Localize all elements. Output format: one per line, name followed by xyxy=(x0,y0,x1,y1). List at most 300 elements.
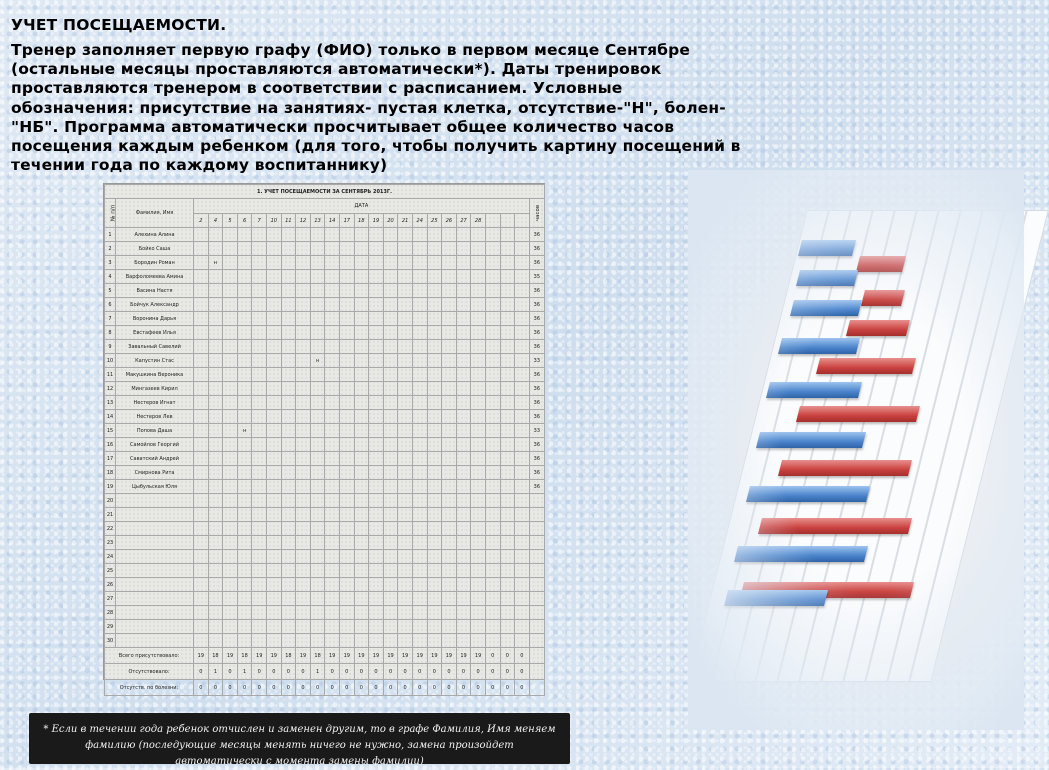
attendance-cell[interactable] xyxy=(398,326,413,340)
attendance-cell[interactable] xyxy=(252,578,267,592)
attendance-cell[interactable] xyxy=(485,396,500,410)
attendance-cell[interactable] xyxy=(412,564,427,578)
attendance-cell[interactable] xyxy=(383,452,398,466)
student-name[interactable] xyxy=(116,550,194,564)
attendance-cell[interactable] xyxy=(237,564,252,578)
attendance-cell[interactable] xyxy=(471,424,486,438)
attendance-cell[interactable] xyxy=(471,340,486,354)
attendance-cell[interactable] xyxy=(325,536,340,550)
attendance-cell[interactable] xyxy=(383,256,398,270)
attendance-cell[interactable] xyxy=(442,284,457,298)
attendance-cell[interactable] xyxy=(310,620,325,634)
attendance-cell[interactable] xyxy=(296,242,311,256)
attendance-cell[interactable] xyxy=(412,494,427,508)
attendance-cell[interactable] xyxy=(471,410,486,424)
attendance-cell[interactable] xyxy=(354,368,369,382)
attendance-cell[interactable] xyxy=(194,298,209,312)
attendance-cell[interactable] xyxy=(194,382,209,396)
attendance-cell[interactable] xyxy=(427,606,442,620)
attendance-cell[interactable] xyxy=(398,256,413,270)
attendance-cell[interactable] xyxy=(471,242,486,256)
attendance-cell[interactable] xyxy=(325,354,340,368)
attendance-cell[interactable] xyxy=(194,634,209,648)
attendance-cell[interactable] xyxy=(412,620,427,634)
attendance-cell[interactable] xyxy=(412,480,427,494)
attendance-cell[interactable] xyxy=(398,424,413,438)
attendance-cell[interactable] xyxy=(281,452,296,466)
attendance-cell[interactable] xyxy=(442,494,457,508)
attendance-cell[interactable] xyxy=(194,326,209,340)
attendance-cell[interactable] xyxy=(383,298,398,312)
student-name[interactable] xyxy=(116,508,194,522)
attendance-cell[interactable] xyxy=(267,242,282,256)
attendance-cell[interactable] xyxy=(325,522,340,536)
attendance-cell[interactable] xyxy=(471,606,486,620)
attendance-cell[interactable] xyxy=(281,396,296,410)
attendance-cell[interactable] xyxy=(471,536,486,550)
attendance-cell[interactable] xyxy=(223,620,238,634)
attendance-cell[interactable] xyxy=(442,270,457,284)
attendance-cell[interactable] xyxy=(369,508,384,522)
attendance-cell[interactable] xyxy=(485,340,500,354)
attendance-cell[interactable] xyxy=(515,452,530,466)
attendance-cell[interactable] xyxy=(325,620,340,634)
attendance-cell[interactable] xyxy=(515,494,530,508)
attendance-cell[interactable] xyxy=(354,340,369,354)
attendance-cell[interactable] xyxy=(237,550,252,564)
attendance-cell[interactable] xyxy=(398,438,413,452)
attendance-cell[interactable] xyxy=(354,284,369,298)
attendance-cell[interactable] xyxy=(383,424,398,438)
attendance-cell[interactable] xyxy=(369,228,384,242)
attendance-cell[interactable] xyxy=(485,298,500,312)
attendance-cell[interactable] xyxy=(427,564,442,578)
attendance-cell[interactable] xyxy=(471,270,486,284)
student-name[interactable]: Попова Даша xyxy=(116,424,194,438)
attendance-cell[interactable] xyxy=(310,634,325,648)
attendance-cell[interactable] xyxy=(223,270,238,284)
attendance-cell[interactable] xyxy=(442,382,457,396)
attendance-cell[interactable] xyxy=(296,578,311,592)
attendance-cell[interactable] xyxy=(383,340,398,354)
attendance-cell[interactable] xyxy=(456,242,471,256)
attendance-cell[interactable] xyxy=(325,340,340,354)
attendance-cell[interactable] xyxy=(223,494,238,508)
attendance-cell[interactable] xyxy=(383,368,398,382)
attendance-cell[interactable] xyxy=(296,494,311,508)
attendance-cell[interactable] xyxy=(427,508,442,522)
attendance-cell[interactable] xyxy=(281,242,296,256)
attendance-cell[interactable] xyxy=(427,284,442,298)
attendance-cell[interactable] xyxy=(442,368,457,382)
attendance-cell[interactable] xyxy=(339,480,354,494)
attendance-cell[interactable] xyxy=(456,480,471,494)
attendance-cell[interactable] xyxy=(500,578,515,592)
attendance-cell[interactable] xyxy=(515,620,530,634)
attendance-cell[interactable] xyxy=(281,550,296,564)
attendance-cell[interactable] xyxy=(485,452,500,466)
attendance-cell[interactable] xyxy=(427,312,442,326)
attendance-cell[interactable] xyxy=(442,634,457,648)
attendance-cell[interactable] xyxy=(252,536,267,550)
attendance-cell[interactable] xyxy=(427,536,442,550)
attendance-cell[interactable] xyxy=(383,536,398,550)
attendance-cell[interactable] xyxy=(354,354,369,368)
attendance-cell[interactable] xyxy=(369,466,384,480)
attendance-cell[interactable] xyxy=(500,354,515,368)
attendance-cell[interactable] xyxy=(354,452,369,466)
attendance-cell[interactable] xyxy=(369,592,384,606)
attendance-cell[interactable] xyxy=(412,438,427,452)
attendance-cell[interactable] xyxy=(310,536,325,550)
attendance-cell[interactable] xyxy=(267,508,282,522)
attendance-cell[interactable] xyxy=(456,396,471,410)
attendance-cell[interactable] xyxy=(194,424,209,438)
attendance-cell[interactable] xyxy=(281,634,296,648)
attendance-cell[interactable] xyxy=(296,354,311,368)
attendance-cell[interactable] xyxy=(267,494,282,508)
attendance-cell[interactable] xyxy=(310,410,325,424)
attendance-cell[interactable] xyxy=(456,578,471,592)
attendance-cell[interactable] xyxy=(223,522,238,536)
attendance-cell[interactable] xyxy=(339,424,354,438)
attendance-cell[interactable] xyxy=(296,550,311,564)
attendance-cell[interactable] xyxy=(267,382,282,396)
attendance-cell[interactable] xyxy=(267,256,282,270)
attendance-cell[interactable] xyxy=(208,634,223,648)
attendance-cell[interactable] xyxy=(252,620,267,634)
attendance-cell[interactable] xyxy=(281,536,296,550)
attendance-cell[interactable] xyxy=(223,424,238,438)
student-name[interactable]: Нестеров Лев xyxy=(116,410,194,424)
attendance-cell[interactable] xyxy=(442,620,457,634)
student-name[interactable] xyxy=(116,536,194,550)
attendance-cell[interactable] xyxy=(369,578,384,592)
attendance-cell[interactable] xyxy=(267,620,282,634)
attendance-cell[interactable] xyxy=(281,228,296,242)
attendance-cell[interactable] xyxy=(412,536,427,550)
attendance-cell[interactable] xyxy=(485,354,500,368)
attendance-cell[interactable] xyxy=(281,606,296,620)
attendance-cell[interactable] xyxy=(442,410,457,424)
attendance-cell[interactable] xyxy=(456,312,471,326)
attendance-cell[interactable] xyxy=(354,410,369,424)
attendance-cell[interactable] xyxy=(223,326,238,340)
attendance-cell[interactable] xyxy=(237,326,252,340)
attendance-cell[interactable] xyxy=(354,242,369,256)
attendance-cell[interactable] xyxy=(471,508,486,522)
attendance-cell[interactable] xyxy=(383,606,398,620)
attendance-cell[interactable] xyxy=(383,634,398,648)
attendance-cell[interactable] xyxy=(194,564,209,578)
attendance-cell[interactable] xyxy=(383,354,398,368)
attendance-cell[interactable] xyxy=(267,564,282,578)
attendance-cell[interactable] xyxy=(500,396,515,410)
attendance-cell[interactable] xyxy=(427,592,442,606)
attendance-cell[interactable] xyxy=(427,340,442,354)
attendance-cell[interactable] xyxy=(325,592,340,606)
attendance-cell[interactable] xyxy=(412,410,427,424)
attendance-cell[interactable] xyxy=(310,508,325,522)
attendance-cell[interactable] xyxy=(485,424,500,438)
attendance-cell[interactable] xyxy=(471,550,486,564)
attendance-cell[interactable] xyxy=(427,354,442,368)
attendance-cell[interactable] xyxy=(310,270,325,284)
attendance-cell[interactable] xyxy=(456,564,471,578)
attendance-cell[interactable] xyxy=(412,228,427,242)
attendance-cell[interactable] xyxy=(237,592,252,606)
attendance-cell[interactable] xyxy=(442,536,457,550)
attendance-cell[interactable] xyxy=(500,228,515,242)
attendance-cell[interactable] xyxy=(442,242,457,256)
attendance-cell[interactable] xyxy=(515,270,530,284)
attendance-cell[interactable] xyxy=(208,270,223,284)
attendance-cell[interactable] xyxy=(281,382,296,396)
attendance-cell[interactable] xyxy=(281,424,296,438)
attendance-cell[interactable] xyxy=(281,564,296,578)
attendance-cell[interactable] xyxy=(369,284,384,298)
attendance-cell[interactable] xyxy=(339,536,354,550)
attendance-cell[interactable] xyxy=(427,424,442,438)
attendance-cell[interactable] xyxy=(456,592,471,606)
attendance-cell[interactable] xyxy=(485,550,500,564)
attendance-cell[interactable] xyxy=(442,438,457,452)
attendance-cell[interactable] xyxy=(223,312,238,326)
attendance-cell[interactable] xyxy=(427,410,442,424)
attendance-cell[interactable] xyxy=(515,284,530,298)
attendance-cell[interactable] xyxy=(325,326,340,340)
attendance-cell[interactable] xyxy=(369,424,384,438)
attendance-cell[interactable] xyxy=(456,494,471,508)
attendance-cell[interactable] xyxy=(471,368,486,382)
attendance-cell[interactable] xyxy=(442,228,457,242)
attendance-cell[interactable] xyxy=(354,382,369,396)
attendance-cell[interactable] xyxy=(398,536,413,550)
attendance-cell[interactable] xyxy=(456,298,471,312)
attendance-cell[interactable] xyxy=(515,564,530,578)
attendance-cell[interactable] xyxy=(471,634,486,648)
attendance-cell[interactable] xyxy=(267,298,282,312)
attendance-cell[interactable] xyxy=(427,578,442,592)
attendance-cell[interactable] xyxy=(208,354,223,368)
attendance-cell[interactable] xyxy=(485,578,500,592)
attendance-cell[interactable]: н xyxy=(310,354,325,368)
attendance-cell[interactable] xyxy=(471,298,486,312)
attendance-cell[interactable] xyxy=(237,466,252,480)
attendance-cell[interactable] xyxy=(398,396,413,410)
attendance-cell[interactable] xyxy=(515,340,530,354)
student-name[interactable]: Варфоломеева Амина xyxy=(116,270,194,284)
attendance-cell[interactable] xyxy=(500,522,515,536)
attendance-cell[interactable] xyxy=(354,564,369,578)
attendance-cell[interactable] xyxy=(456,256,471,270)
attendance-cell[interactable] xyxy=(471,256,486,270)
attendance-cell[interactable] xyxy=(500,592,515,606)
attendance-cell[interactable] xyxy=(456,410,471,424)
attendance-cell[interactable] xyxy=(208,452,223,466)
attendance-cell[interactable] xyxy=(383,480,398,494)
student-name[interactable]: Бойко Саша xyxy=(116,242,194,256)
attendance-cell[interactable] xyxy=(325,410,340,424)
attendance-cell[interactable] xyxy=(281,340,296,354)
attendance-cell[interactable] xyxy=(296,606,311,620)
attendance-cell[interactable] xyxy=(442,312,457,326)
attendance-cell[interactable] xyxy=(296,326,311,340)
attendance-cell[interactable] xyxy=(223,480,238,494)
attendance-cell[interactable] xyxy=(325,368,340,382)
attendance-cell[interactable] xyxy=(310,340,325,354)
attendance-cell[interactable] xyxy=(354,424,369,438)
attendance-cell[interactable] xyxy=(500,480,515,494)
attendance-cell[interactable] xyxy=(252,466,267,480)
attendance-cell[interactable] xyxy=(252,270,267,284)
attendance-cell[interactable] xyxy=(369,340,384,354)
attendance-cell[interactable] xyxy=(237,438,252,452)
attendance-cell[interactable] xyxy=(267,424,282,438)
attendance-cell[interactable] xyxy=(252,382,267,396)
attendance-cell[interactable] xyxy=(500,452,515,466)
attendance-cell[interactable] xyxy=(412,578,427,592)
attendance-cell[interactable] xyxy=(412,634,427,648)
attendance-cell[interactable] xyxy=(296,564,311,578)
attendance-cell[interactable] xyxy=(427,494,442,508)
attendance-cell[interactable] xyxy=(500,242,515,256)
attendance-cell[interactable] xyxy=(485,564,500,578)
attendance-cell[interactable] xyxy=(442,564,457,578)
attendance-cell[interactable] xyxy=(515,354,530,368)
attendance-cell[interactable] xyxy=(252,564,267,578)
attendance-cell[interactable] xyxy=(281,368,296,382)
attendance-cell[interactable] xyxy=(456,606,471,620)
attendance-cell[interactable] xyxy=(194,480,209,494)
attendance-cell[interactable] xyxy=(267,340,282,354)
attendance-cell[interactable] xyxy=(369,522,384,536)
attendance-cell[interactable] xyxy=(325,424,340,438)
student-name[interactable]: Завальный Савелий xyxy=(116,340,194,354)
attendance-cell[interactable]: н xyxy=(208,256,223,270)
attendance-cell[interactable] xyxy=(223,256,238,270)
attendance-cell[interactable] xyxy=(500,564,515,578)
attendance-cell[interactable] xyxy=(383,494,398,508)
attendance-cell[interactable] xyxy=(427,270,442,284)
attendance-cell[interactable] xyxy=(456,522,471,536)
attendance-cell[interactable] xyxy=(310,368,325,382)
attendance-cell[interactable] xyxy=(500,466,515,480)
attendance-cell[interactable] xyxy=(281,494,296,508)
attendance-cell[interactable] xyxy=(339,592,354,606)
attendance-cell[interactable] xyxy=(252,550,267,564)
attendance-cell[interactable] xyxy=(500,368,515,382)
attendance-cell[interactable] xyxy=(471,592,486,606)
attendance-cell[interactable] xyxy=(281,578,296,592)
attendance-cell[interactable] xyxy=(369,564,384,578)
attendance-cell[interactable] xyxy=(339,438,354,452)
attendance-cell[interactable] xyxy=(281,354,296,368)
attendance-cell[interactable] xyxy=(325,564,340,578)
attendance-cell[interactable] xyxy=(442,452,457,466)
attendance-cell[interactable] xyxy=(208,550,223,564)
attendance-cell[interactable] xyxy=(427,326,442,340)
attendance-cell[interactable] xyxy=(339,326,354,340)
attendance-cell[interactable] xyxy=(325,508,340,522)
attendance-cell[interactable] xyxy=(194,396,209,410)
attendance-cell[interactable] xyxy=(237,368,252,382)
attendance-cell[interactable] xyxy=(267,270,282,284)
attendance-cell[interactable] xyxy=(456,508,471,522)
attendance-cell[interactable] xyxy=(442,466,457,480)
attendance-cell[interactable] xyxy=(281,466,296,480)
attendance-cell[interactable] xyxy=(237,354,252,368)
attendance-cell[interactable] xyxy=(456,634,471,648)
attendance-cell[interactable] xyxy=(427,438,442,452)
attendance-cell[interactable] xyxy=(267,550,282,564)
attendance-cell[interactable] xyxy=(412,508,427,522)
attendance-cell[interactable] xyxy=(383,438,398,452)
attendance-cell[interactable] xyxy=(296,466,311,480)
attendance-cell[interactable] xyxy=(267,634,282,648)
attendance-cell[interactable] xyxy=(456,368,471,382)
attendance-cell[interactable] xyxy=(456,284,471,298)
attendance-cell[interactable] xyxy=(339,508,354,522)
attendance-cell[interactable] xyxy=(325,256,340,270)
attendance-cell[interactable] xyxy=(296,396,311,410)
attendance-cell[interactable] xyxy=(485,592,500,606)
attendance-cell[interactable] xyxy=(194,228,209,242)
attendance-cell[interactable] xyxy=(427,396,442,410)
attendance-cell[interactable] xyxy=(412,368,427,382)
attendance-cell[interactable] xyxy=(515,312,530,326)
attendance-cell[interactable] xyxy=(208,410,223,424)
attendance-cell[interactable] xyxy=(383,382,398,396)
attendance-cell[interactable] xyxy=(267,592,282,606)
attendance-cell[interactable] xyxy=(310,242,325,256)
attendance-cell[interactable] xyxy=(383,410,398,424)
attendance-cell[interactable] xyxy=(252,634,267,648)
attendance-cell[interactable] xyxy=(471,564,486,578)
attendance-cell[interactable] xyxy=(325,270,340,284)
attendance-cell[interactable] xyxy=(369,312,384,326)
attendance-cell[interactable] xyxy=(237,410,252,424)
attendance-cell[interactable] xyxy=(398,550,413,564)
attendance-cell[interactable] xyxy=(471,466,486,480)
attendance-cell[interactable] xyxy=(208,298,223,312)
attendance-cell[interactable] xyxy=(223,410,238,424)
attendance-cell[interactable] xyxy=(252,284,267,298)
attendance-cell[interactable] xyxy=(427,522,442,536)
attendance-cell[interactable] xyxy=(515,550,530,564)
attendance-cell[interactable] xyxy=(354,550,369,564)
attendance-cell[interactable] xyxy=(515,592,530,606)
attendance-cell[interactable] xyxy=(296,536,311,550)
attendance-cell[interactable] xyxy=(369,270,384,284)
attendance-cell[interactable] xyxy=(339,550,354,564)
attendance-cell[interactable] xyxy=(500,606,515,620)
attendance-cell[interactable] xyxy=(237,382,252,396)
attendance-cell[interactable] xyxy=(515,368,530,382)
attendance-cell[interactable] xyxy=(267,438,282,452)
attendance-cell[interactable] xyxy=(471,480,486,494)
attendance-cell[interactable] xyxy=(398,298,413,312)
attendance-cell[interactable] xyxy=(194,508,209,522)
attendance-cell[interactable] xyxy=(310,298,325,312)
student-name[interactable]: Смирнова Рита xyxy=(116,466,194,480)
attendance-cell[interactable] xyxy=(194,494,209,508)
attendance-cell[interactable] xyxy=(369,242,384,256)
attendance-cell[interactable] xyxy=(412,326,427,340)
attendance-cell[interactable] xyxy=(412,382,427,396)
attendance-cell[interactable] xyxy=(398,564,413,578)
attendance-cell[interactable] xyxy=(325,396,340,410)
